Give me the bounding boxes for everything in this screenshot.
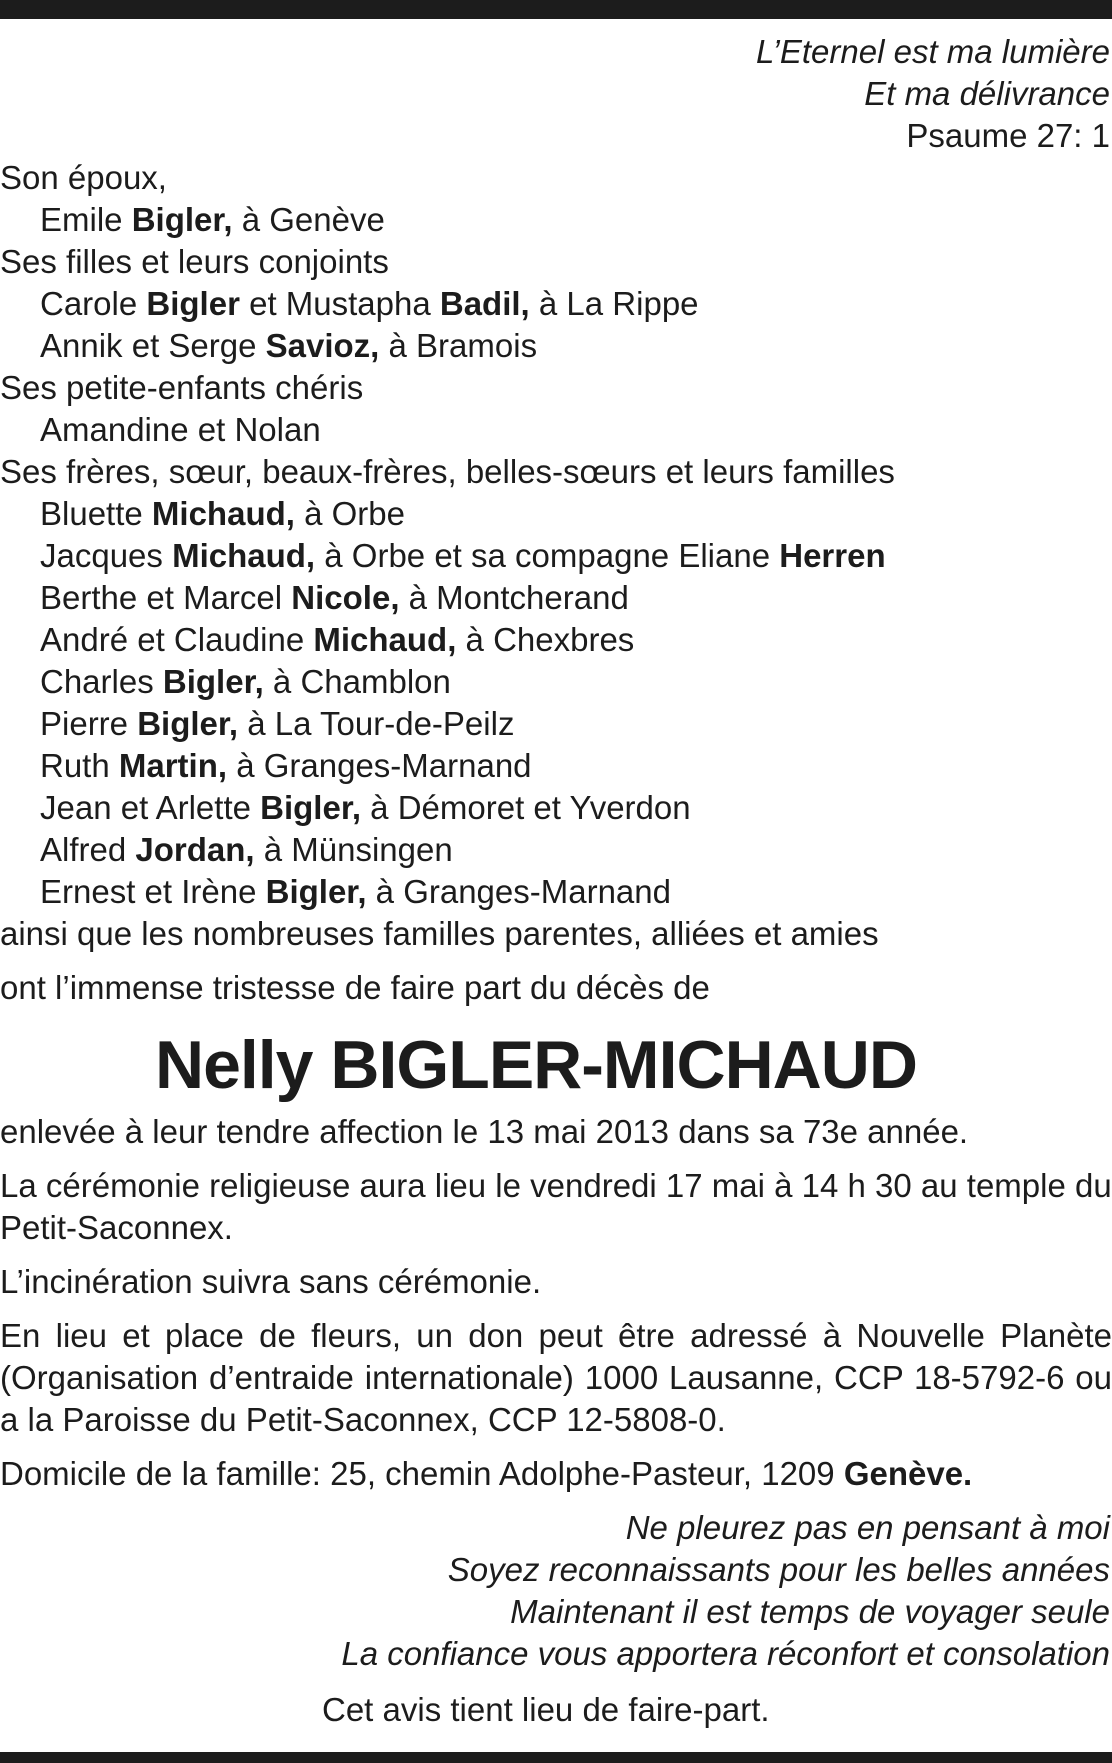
family-surname: Bigler, [137, 705, 239, 742]
poem-line: La confiance vous apportera réconfort et consolation [341, 1635, 1110, 1672]
family-member-text: Bluette [40, 495, 152, 532]
family-member-line [0, 787, 1112, 829]
address-city: Genève. [843, 1455, 973, 1492]
family-surname: Herren [779, 537, 886, 574]
family-member-text: Carole [40, 285, 147, 322]
family-member-text: à Münsingen [254, 831, 453, 868]
epigraph-line: Et ma délivrance [864, 75, 1110, 112]
family-member-text: Alfred [40, 831, 136, 868]
family-member-line [0, 745, 1112, 787]
family-member-text: Annik et Serge [40, 327, 266, 364]
family-surname: Bigler, [265, 873, 367, 910]
family-member-text: à Chamblon [263, 663, 451, 700]
family-member-line [0, 619, 1112, 661]
family-member-text: Berthe et Marcel [40, 579, 292, 616]
family-member-line [0, 577, 1112, 619]
family-member-text: à Chexbres [456, 621, 635, 658]
closing-note: Cet avis tient lieu de faire-part. [322, 1691, 770, 1728]
family-surname: Nicole, [291, 579, 400, 616]
family-member-text: Jean et Arlette [40, 789, 261, 826]
family-address-paragraph [0, 1453, 1112, 1495]
family-member-text: à Orbe et sa compagne Eliane [315, 537, 780, 574]
family-member-line [0, 535, 1112, 577]
family-group-header: Ses petite-enfants chéris [0, 369, 364, 406]
announcement-intro: ont l’immense tristesse de faire part du décès de [0, 969, 710, 1006]
family-member-line [0, 703, 1112, 745]
family-member-line [0, 829, 1112, 871]
family-member-text: à Granges-Marnand [227, 747, 532, 784]
family-member-text: à Orbe [294, 495, 405, 532]
family-member-line [0, 283, 1112, 325]
epigraph [0, 31, 1112, 157]
family-member-line [0, 325, 1112, 367]
family-member-text: Emile [40, 201, 132, 238]
family-surname: Bigler [146, 285, 240, 322]
epigraph-line: L’Eternel est ma lumière [756, 33, 1110, 70]
family-member-text: à La Rippe [529, 285, 699, 322]
family-member-line [0, 409, 1112, 451]
family-surname: Bigler, [260, 789, 362, 826]
death-date-paragraph: enlevée à leur tendre affection le 13 mai 2013 dans sa 73e année. [0, 1113, 969, 1150]
top-border-rule [0, 0, 1112, 19]
family-member-text: à Genève [232, 201, 385, 238]
family-member-line [0, 493, 1112, 535]
poem-line: Ne pleurez pas en pensant à moi [625, 1509, 1110, 1546]
obituary-notice [0, 31, 1112, 1731]
family-member-line [0, 871, 1112, 913]
family-member-line [0, 199, 1112, 241]
family-member-text: Jacques [40, 537, 173, 574]
bottom-border-rule [0, 1752, 1112, 1763]
family-group-header: Ses frères, sœur, beaux-frères, belles-sœurs et leurs familles [0, 453, 895, 490]
family-member-text: Ernest et Irène [40, 873, 266, 910]
donation-paragraph: En lieu et place de fleurs, un don peut être adressé à Nouvelle Planète (Organisation d’entraide internationale) 1000 Lausanne, CCP 18-5792-6 ou a la Paroisse du Petit-Saconnex, CCP 12-5808-0. [0, 1317, 1112, 1438]
poem-line: Maintenant il est temps de voyager seule [510, 1593, 1110, 1630]
family-member-text: Pierre [40, 705, 138, 742]
family-member-text: à Bramois [379, 327, 538, 364]
family-surname: Bigler, [162, 663, 264, 700]
family-group-header: Son époux, [0, 159, 167, 196]
family-member-line [0, 661, 1112, 703]
family-member-text: Charles [40, 663, 163, 700]
family-group-header: ainsi que les nombreuses familles parentes, alliées et amies [0, 915, 879, 952]
family-surname: Savioz, [265, 327, 380, 364]
family-member-text: à Granges-Marnand [366, 873, 671, 910]
family-surname: Martin, [118, 747, 228, 784]
family-surname: Michaud, [151, 495, 295, 532]
ceremony-paragraph: La cérémonie religieuse aura lieu le vendredi 17 mai à 14 h 30 au temple du Petit-Saconnex. [0, 1167, 1112, 1246]
address-text: Domicile de la famille: 25, chemin Adolphe-Pasteur, 1209 [0, 1455, 844, 1492]
family-member-text: André et Claudine [40, 621, 314, 658]
family-member-text: à La Tour-de-Peilz [238, 705, 515, 742]
family-member-text: et Mustapha [239, 285, 440, 322]
family-list [0, 157, 1112, 955]
family-surname: Badil, [439, 285, 530, 322]
cremation-paragraph: L’incinération suivra sans cérémonie. [0, 1263, 542, 1300]
closing-poem [0, 1507, 1112, 1675]
family-group-header: Ses filles et leurs conjoints [0, 243, 389, 280]
deceased-name: Nelly BIGLER-MICHAUD [154, 1027, 918, 1103]
family-surname: Jordan, [135, 831, 255, 868]
family-member-text: Ruth [40, 747, 119, 784]
family-member-text: à Montcherand [399, 579, 629, 616]
family-member-text: Amandine et Nolan [40, 411, 321, 448]
poem-line: Soyez reconnaissants pour les belles années [447, 1551, 1110, 1588]
epigraph-reference: Psaume 27: 1 [906, 117, 1110, 154]
family-surname: Michaud, [313, 621, 457, 658]
family-member-text: à Démoret et Yverdon [361, 789, 691, 826]
family-surname: Bigler, [131, 201, 233, 238]
family-surname: Michaud, [172, 537, 316, 574]
